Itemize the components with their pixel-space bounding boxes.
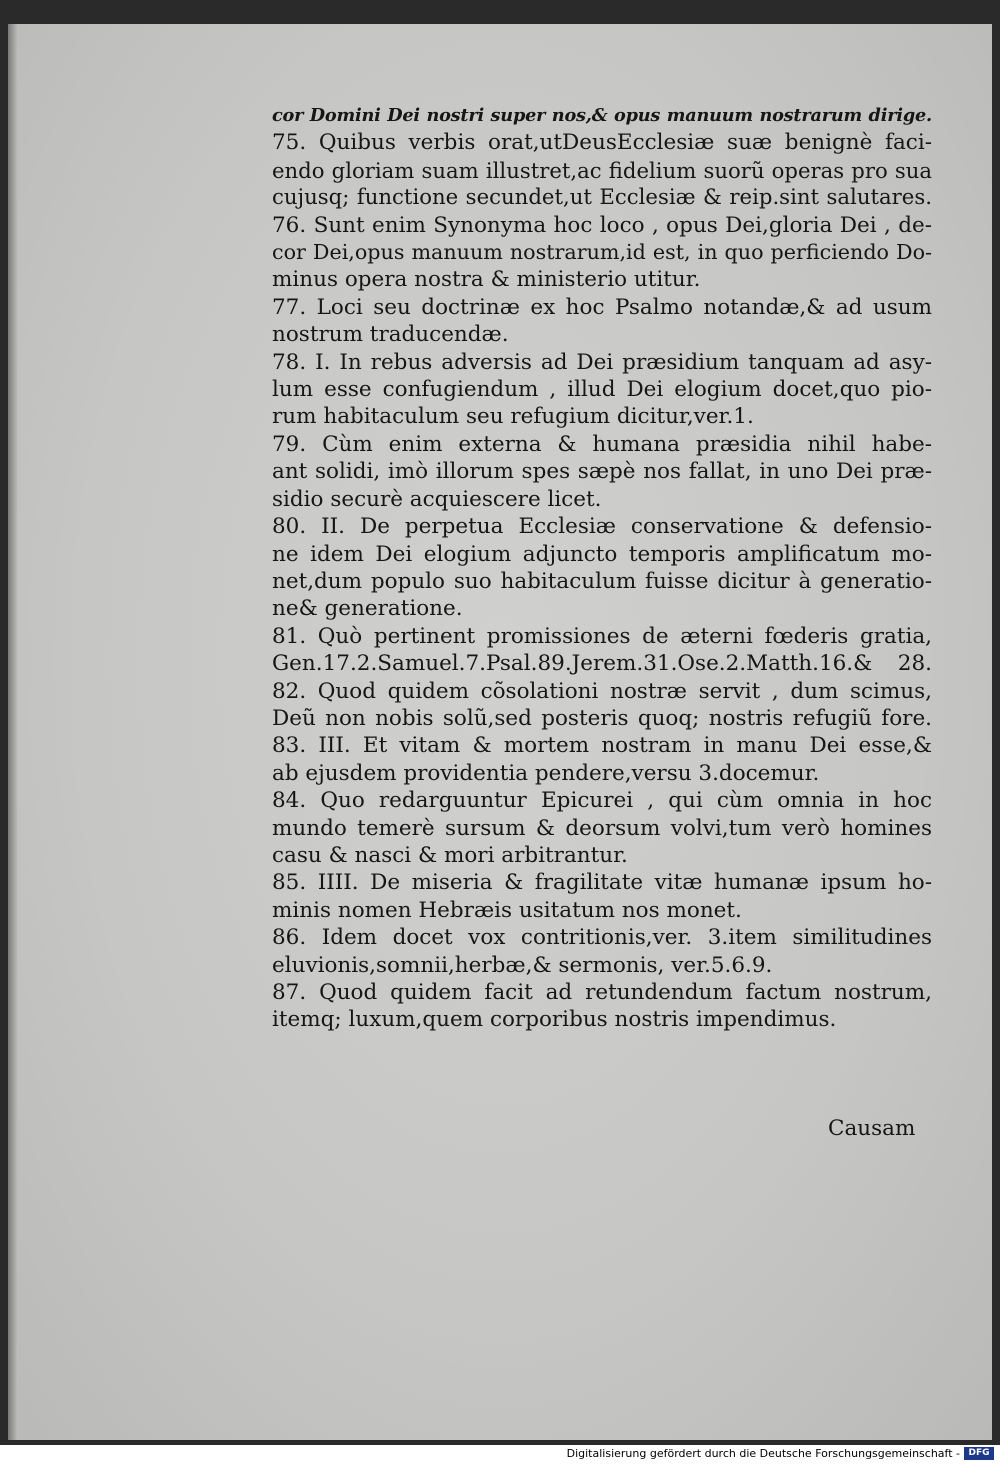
text-line: casu & nasci & mori arbitrantur. xyxy=(272,842,628,868)
page-gutter-shadow xyxy=(8,24,18,1440)
text-line: ne idem Dei elogium adjuncto temporis amplificatum mo- xyxy=(272,541,932,567)
text-line: net,dum populo suo habitaculum fuisse dicitur à generatio- xyxy=(272,568,932,594)
text-line: 78. I. In rebus adversis ad Dei præsidium tanquam ad asy- xyxy=(272,349,932,375)
text-line: eluvionis,somnii,herbæ,& sermonis, ver.5.6.9. xyxy=(272,952,773,978)
page-text-block xyxy=(272,102,932,1034)
text-line: nostrum traducendæ. xyxy=(272,322,509,348)
text-line: ab ejusdem providentia pendere,versu 3.docemur. xyxy=(272,760,820,786)
text-line: Gen.17.2.Samuel.7.Psal.89.Jerem.31.Ose.2.Matth.16.& 28. xyxy=(272,651,932,677)
text-line: 77. Loci seu doctrinæ ex hoc Psalmo notandæ,& ad usum xyxy=(272,294,932,320)
text-line: rum habitaculum seu refugium dicitur,ver.1. xyxy=(272,404,754,430)
dfg-logo-icon: DFG xyxy=(964,1447,994,1460)
catchword: Causam xyxy=(828,1116,916,1141)
text-line: 80. II. De perpetua Ecclesiæ conservatione & defensio- xyxy=(272,514,932,540)
footer-credit: Digitalisierung gefördert durch die Deutsche Forschungsgemeinschaft - xyxy=(566,1447,960,1460)
text-line-header: cor Domini Dei nostri super nos,& opus manuum nostrarum dirige. xyxy=(272,105,932,126)
text-line: endo gloriam suam illustret,ac fidelium suorũ operas pro sua xyxy=(272,157,932,183)
text-line: 76. Sunt enim Synonyma hoc loco , opus Dei,gloria Dei , de- xyxy=(272,212,932,238)
text-line: minus opera nostra & ministerio utitur. xyxy=(272,267,701,293)
text-line: 86. Idem docet vox contritionis,ver. 3.item similitudines xyxy=(272,925,932,951)
text-line: 81. Quò pertinent promissiones de æterni fœderis gratia, xyxy=(272,623,932,649)
text-line: 84. Quo redarguuntur Epicurei , qui cùm omnia in hoc xyxy=(272,788,932,814)
text-line: itemq; luxum,quem corporibus nostris impendimus. xyxy=(272,1007,837,1033)
text-line: 79. Cùm enim externa & humana præsidia nihil habe- xyxy=(272,431,932,457)
text-line: cor Dei,opus manuum nostrarum,id est, in quo perficiendo Do- xyxy=(272,240,932,265)
text-line: sidio securè acquiescere licet. xyxy=(272,486,602,512)
text-line: Deũ non nobis solũ,sed posteris quoq; nostris refugiũ fore. xyxy=(272,705,932,731)
text-line: mundo temerè sursum & deorsum volvi,tum verò homines xyxy=(272,815,932,841)
text-line: ant solidi, imò illorum spes sæpè nos fallat, in uno Dei præ- xyxy=(272,459,932,485)
text-line: 87. Quod quidem facit ad retundendum factum nostrum, xyxy=(272,980,932,1005)
text-line: cujusq; functione secundet,ut Ecclesiæ & reip.sint salutares. xyxy=(272,185,932,211)
text-line: ne& generatione. xyxy=(272,596,463,622)
text-line: minis nomen Hebræis usitatum nos monet. xyxy=(272,897,742,923)
text-line: 85. IIII. De miseria & fragilitate vitæ humanæ ipsum ho- xyxy=(272,870,932,896)
text-line: 75. Quibus verbis orat,utDeusEcclesiæ suæ benignè faci- xyxy=(272,130,932,156)
text-line: lum esse confugiendum , illud Dei elogium docet,quo pio- xyxy=(272,377,932,403)
digitization-footer xyxy=(0,1445,1000,1465)
text-line: 83. III. Et vitam & mortem nostram in manu Dei esse,& xyxy=(272,733,932,759)
text-line: 82. Quod quidem cõsolationi nostræ servit , dum scimus, xyxy=(272,678,932,704)
